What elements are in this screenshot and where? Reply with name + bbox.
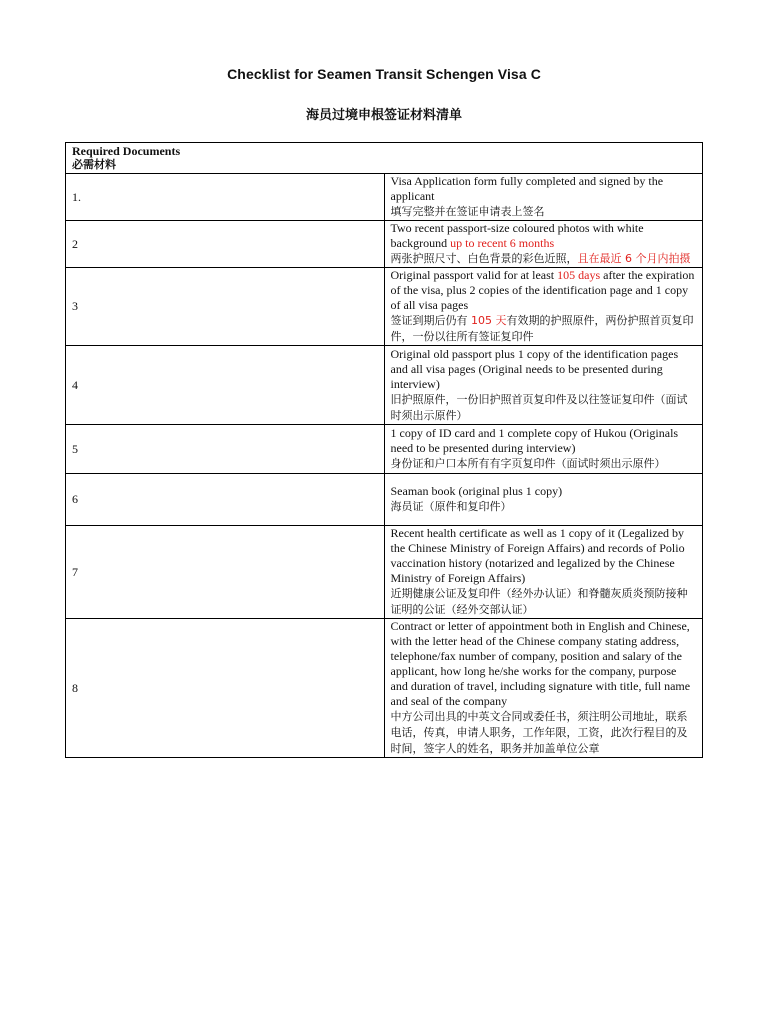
item-text-zh: 中方公司出具的中英文合同或委任书，须注明公司地址，联系电话，传真，申请人职务，工作年限，工资，此次行程目的及时间，签字人的姓名，职务并加盖单位公章 (390, 710, 688, 755)
item-text-zh-part: 两张护照尺寸、白色背景的彩色近照， (390, 252, 578, 265)
highlight-text: 105 天 (471, 314, 507, 327)
checklist-table (65, 142, 703, 758)
item-text-zh: 海员证（原件和复印件） (390, 500, 512, 513)
item-text-zh-part: 有效期的护照原件，两份护照首页复印件，一份以往所有签证复印件 (390, 314, 694, 343)
table-row (66, 526, 703, 619)
item-text-en: Visa Application form fully completed and signed by the applicant (390, 174, 664, 203)
table-row (66, 174, 703, 221)
item-text-en (391, 268, 697, 313)
item-text-zh (391, 313, 697, 345)
item-number: 5 (66, 425, 385, 474)
highlight-text: up to recent 6 months (450, 236, 555, 250)
table-row (66, 474, 703, 526)
item-text-en: 1 copy of ID card and 1 complete copy of Hukou (Originals need to be presented during interview) (390, 426, 679, 455)
item-number: 8 (66, 619, 385, 758)
item-number: 6 (66, 474, 385, 526)
item-description (384, 346, 703, 425)
item-text-zh: 旧护照原件，一份旧护照首页复印件及以往签证复印件（面试时须出示原件） (390, 392, 688, 422)
item-text-en (391, 221, 697, 251)
item-text-en-part: Two recent passport-size coloured photos with white background (390, 221, 644, 250)
item-description (384, 221, 703, 268)
item-text-en: Seaman book (original plus 1 copy) (390, 484, 563, 498)
item-text-zh: 身份证和户口本所有有字页复印件（面试时须出示原件） (390, 457, 666, 470)
item-number: 3 (66, 268, 385, 346)
table-row (66, 221, 703, 268)
item-description (384, 526, 703, 619)
item-text-en-part: Original passport valid for at least (390, 268, 558, 282)
table-header-row (66, 143, 703, 174)
highlight-text: 105 days (557, 268, 601, 282)
highlight-text: 且在最近 6 个月内拍摄 (577, 252, 691, 265)
table-row (66, 619, 703, 758)
table-header-cell (66, 143, 703, 174)
item-description (384, 268, 703, 346)
page-title-chinese: 海员过境申根签证材料清单 (305, 108, 462, 123)
item-text-zh: 近期健康公证及复印件（经外办认证）和脊髓灰质炎预防接种证明的公证（经外交部认证） (390, 587, 688, 616)
item-text-en: Contract or letter of appointment both in English and Chinese, with the letter head of the Chinese company stating address, telephone/fax number of company, position and salary of the applicant, how long he/she works for the company, purpose and duration of travel, including signature with title, full name and seal of the company (390, 619, 691, 708)
item-text-zh (391, 251, 697, 267)
item-text-en-part: after the expiration of the visa, plus 2 copies of the identification page and 1 copy of all visa pages (390, 268, 695, 312)
header-label-zh: 必需材料 (72, 158, 116, 171)
item-text-zh-part: 签证到期后仍有 (390, 314, 471, 327)
item-description (384, 174, 703, 221)
item-text-en: Original old passport plus 1 copy of the identification pages and all visa pages (Original needs to be presented during interview) (390, 346, 679, 391)
item-text-zh: 填写完整并在签证申请表上签名 (390, 205, 545, 218)
item-number: 4 (66, 346, 385, 425)
table-row (66, 346, 703, 425)
table-row (66, 268, 703, 346)
header-label-en: Required Documents (72, 144, 181, 158)
item-number: 2 (66, 221, 385, 268)
item-text-en: Recent health certificate as well as 1 copy of it (Legalized by the Chinese Ministry of Foreign Affairs) and records of Polio vaccination history (notarized and legalized by the Chinese Ministry of Foreign Affairs) (390, 526, 685, 585)
item-description (384, 474, 703, 526)
page-title: Checklist for Seamen Transit Schengen Visa C (227, 66, 541, 82)
table-row (66, 425, 703, 474)
item-number: 1. (66, 174, 385, 221)
item-number: 7 (66, 526, 385, 619)
item-description (384, 619, 703, 758)
item-description (384, 425, 703, 474)
